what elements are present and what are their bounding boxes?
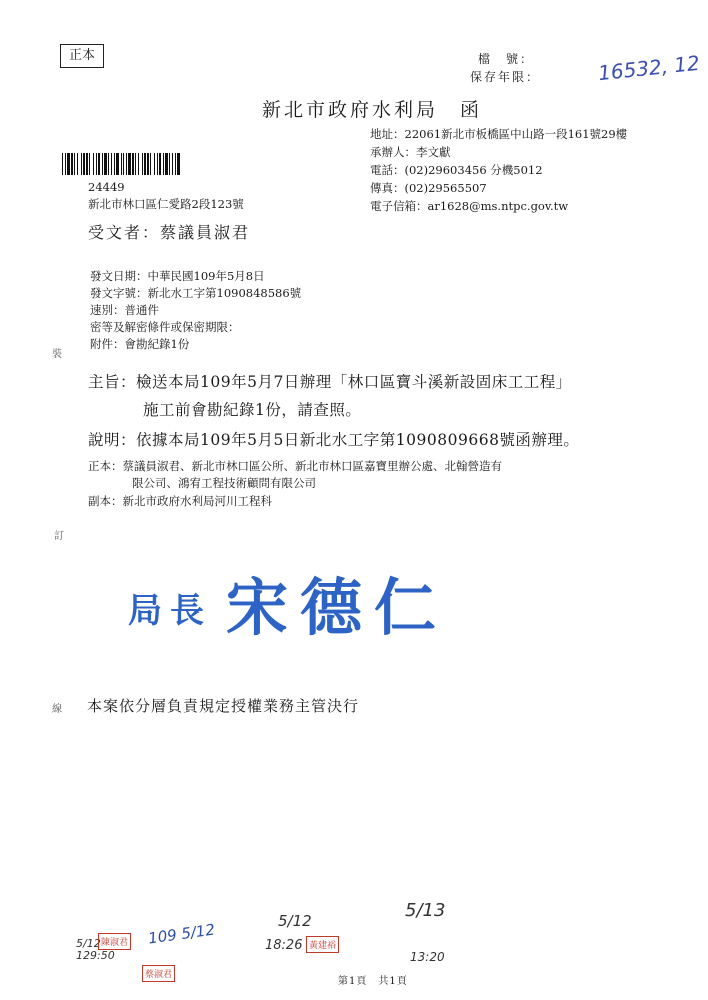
barcode-bar xyxy=(142,153,143,175)
handwritten-date-a-top: 5/12 xyxy=(76,937,101,950)
contact-block xyxy=(370,125,627,215)
handwritten-time-g: 13:20 xyxy=(410,950,445,964)
barcode-bar xyxy=(98,153,100,175)
barcode-bar xyxy=(157,153,158,175)
page-footer: 第1頁 共1頁 xyxy=(338,976,408,987)
retention-label: 保存年限： xyxy=(470,70,541,84)
barcode-bar xyxy=(177,153,180,175)
barcode-bar xyxy=(121,153,122,175)
received-stamp-c: 黃建裕 xyxy=(306,936,339,953)
delivery-speed: 速別：普通件 xyxy=(90,303,159,317)
margin-mark-staple: 訂 xyxy=(54,531,64,542)
barcode-graphic xyxy=(62,153,182,175)
barcode-bar xyxy=(169,153,170,175)
received-stamp-b: 蔡淑君 xyxy=(142,965,175,982)
barcode-bar xyxy=(89,153,90,175)
file-number-label: 檔 號： xyxy=(478,52,535,66)
barcode-bar xyxy=(108,153,109,175)
copy-recipients: 副本：新北市政府水利局河川工程科 xyxy=(88,494,272,508)
subject-line-1: 主旨：檢送本局109年5月7日辦理「林口區寶斗溪新設固床工工程」 xyxy=(88,373,572,391)
barcode-bar xyxy=(86,153,88,175)
margin-mark-line: 線 xyxy=(52,704,62,715)
barcode-bar xyxy=(71,153,73,175)
barcode-bar xyxy=(96,153,97,175)
signature-name: 宋德仁 xyxy=(226,571,449,644)
contact-fax: 傳真：(02)29565507 xyxy=(370,181,487,195)
barcode-bar xyxy=(102,153,103,175)
margin-mark-bind: 裝 xyxy=(52,349,62,360)
copy-type-stamp: 正本 xyxy=(60,44,104,68)
contact-email: 電子信箱：ar1628@ms.ntpc.gov.tw xyxy=(370,199,569,213)
barcode-bar xyxy=(74,153,75,175)
barcode-bar xyxy=(175,153,176,175)
barcode-bar xyxy=(163,153,164,175)
barcode-bar xyxy=(154,153,155,175)
original-recipients xyxy=(88,458,502,492)
barcode-bar xyxy=(83,153,85,175)
original-recipients-line-1: 正本：蔡議員淑君、新北市林口區公所、新北市林口區嘉寶里辦公處、北翰營造有 xyxy=(88,459,502,473)
handwritten-time-e: 18:26 xyxy=(265,938,303,953)
explanation: 說明：依據本局109年5月5日新北水工字第1090809668號函辦理。 xyxy=(88,431,580,449)
barcode-bar xyxy=(165,153,168,175)
handwritten-date-c: 109 5/12 xyxy=(147,920,217,948)
barcode-bar xyxy=(147,153,149,175)
handwritten-date-d: 5/12 xyxy=(278,912,312,930)
barcode-bar xyxy=(62,153,63,175)
barcode-bar xyxy=(77,153,78,175)
document-number: 發文字號：新北水工字第1090848586號 xyxy=(90,286,302,300)
barcode-bar xyxy=(128,153,131,175)
contact-handler: 承辦人：李文獻 xyxy=(370,145,451,159)
barcode-bar xyxy=(114,153,115,175)
meta-block xyxy=(90,268,301,353)
barcode-bar xyxy=(104,153,107,175)
handwritten-date-f: 5/13 xyxy=(405,900,446,921)
barcode-bar xyxy=(111,153,112,175)
barcode-bar xyxy=(123,153,124,175)
barcode-bar xyxy=(135,153,136,175)
signature-title: 局長 xyxy=(128,591,212,631)
contact-address: 地址：22061新北市板橋區中山路一段161號29樓 xyxy=(370,127,628,141)
barcode-bar xyxy=(67,153,70,175)
classification: 密等及解密條件或保密期限： xyxy=(90,320,240,334)
barcode-bar xyxy=(126,153,127,175)
barcode-bar xyxy=(138,153,139,175)
recipient-address: 新北市林口區仁愛路2段123號 xyxy=(88,197,244,211)
contact-phone: 電話：(02)29603456 分機5012 xyxy=(370,163,543,177)
subject-line-2: 施工前會勘紀錄1份，請查照。 xyxy=(143,401,362,419)
barcode-bar xyxy=(116,153,119,175)
attachment: 附件：會勘紀錄1份 xyxy=(90,337,190,351)
barcode-bar xyxy=(65,153,66,175)
handwritten-date-a-bottom: 129:50 xyxy=(76,949,115,962)
barcode-bar xyxy=(159,153,161,175)
original-recipients-line-2: 限公司、鴻宥工程技術顧問有限公司 xyxy=(132,476,316,490)
issue-date: 發文日期：中華民國109年5月8日 xyxy=(90,269,265,283)
received-stamp-a: 陳淑君 xyxy=(98,933,131,950)
barcode-bar xyxy=(81,153,82,175)
barcode-bar xyxy=(172,153,173,175)
barcode-bar xyxy=(93,153,94,175)
handwritten-file-number: 16532, 12 xyxy=(597,50,701,86)
barcode-bar xyxy=(132,153,134,175)
barcode-bar xyxy=(150,153,151,175)
delegation-note: 本案依分層負責規定授權業務主管決行 xyxy=(87,697,360,715)
recipient-name: 受文者：蔡議員淑君 xyxy=(88,223,251,242)
postal-code: 24449 xyxy=(88,180,125,194)
agency-title: 新北市政府水利局 函 xyxy=(262,99,483,121)
barcode-bar xyxy=(144,153,146,175)
